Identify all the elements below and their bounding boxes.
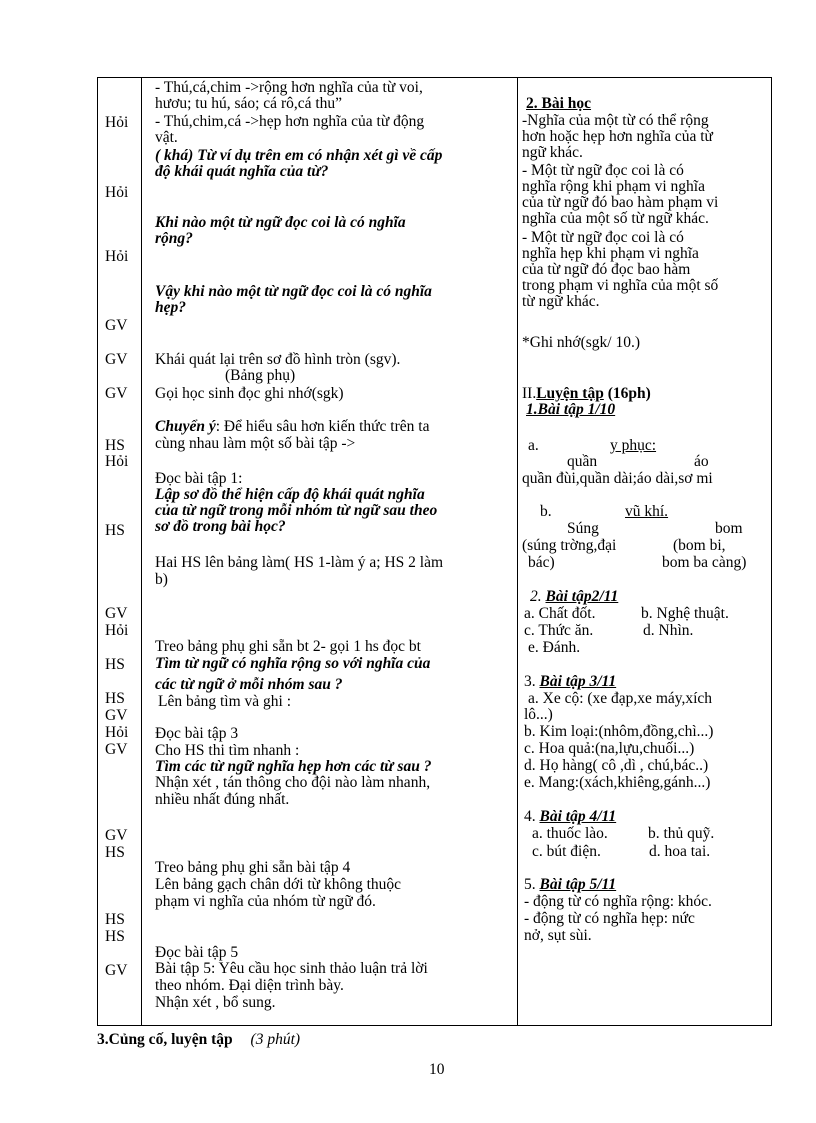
- lesson-table: [97, 77, 772, 1026]
- page-number: 10: [429, 1061, 445, 1078]
- exercise-heading: 2. Bài tập2/11: [530, 588, 619, 605]
- text-line: Đọc bài tập 3: [155, 725, 239, 742]
- item-label: a.: [528, 437, 539, 454]
- role-label: HS: [105, 522, 125, 539]
- answer: d. Họ hàng( cô ,dì , chú,bác..): [524, 757, 709, 774]
- role-label: Hỏi: [105, 724, 129, 741]
- footer-title: 3.Củng cố, luyện tập: [97, 1031, 233, 1048]
- text-line: Gọi học sinh đọc ghi nhớ(sgk): [155, 385, 344, 402]
- answer: c. Thức ăn.: [524, 622, 594, 639]
- section-heading: II.Luyện tập (16ph): [522, 385, 651, 402]
- exercise-heading: 4. Bài tập 4/11: [524, 808, 617, 825]
- role-label: HS: [105, 844, 125, 861]
- text-line: nghĩa rộng khi phạm vi nghĩa: [522, 178, 705, 195]
- text-line: Đọc bài tập 5: [155, 944, 239, 961]
- diagram-node: Súng: [567, 520, 599, 537]
- text-line: phạm vi nghĩa của nhóm từ ngữ đó.: [155, 893, 376, 910]
- question: sơ đồ trong bài học?: [155, 518, 286, 535]
- text-line: Khái quát lại trên sơ đồ hình tròn (sgv).: [155, 351, 401, 368]
- question: của từ ngữ trong mỗi nhóm từ ngữ sau theo: [155, 502, 438, 519]
- role-label: Hỏi: [105, 453, 129, 470]
- role-label: Hỏi: [105, 184, 129, 201]
- answer: nở, sụt sùi.: [524, 927, 592, 944]
- role-label: Hỏi: [105, 622, 129, 639]
- answer: - động từ có nghĩa rộng: khóc.: [524, 893, 712, 910]
- answer: b. Nghệ thuật.: [641, 605, 729, 622]
- role-label: GV: [105, 351, 128, 368]
- exercise-heading: 5. Bài tập 5/11: [524, 876, 617, 893]
- question: Lập sơ đồ thể hiện cấp độ khái quát nghĩa: [155, 486, 425, 503]
- text-line: nghĩa hẹp khi phạm vi nghĩa: [522, 245, 699, 262]
- text-line: ngữ khác.: [522, 144, 583, 161]
- text-line: Treo bảng phụ ghi sẵn bt 2- gọi 1 hs đọc bt: [155, 638, 421, 655]
- section-footer: [97, 1031, 300, 1049]
- text-line: hươu; tu hú, sáo; cá rô,cá thu”: [155, 95, 343, 112]
- answer: e. Mang:(xách,khiêng,gánh...): [524, 774, 711, 791]
- footer-time: (3 phút): [250, 1031, 301, 1048]
- text-line: nghĩa của một số từ ngữ khác.: [522, 210, 709, 227]
- diagram-leaf: bác): [528, 554, 555, 571]
- transition-label: Chuyển ý: [155, 418, 216, 435]
- role-label: GV: [105, 962, 128, 979]
- exercise-heading: 3. Bài tập 3/11: [524, 673, 617, 690]
- diagram-node: bom: [715, 520, 743, 537]
- text-line: cùng nhau làm một số bài tập ->: [155, 435, 356, 452]
- diagram-root: y phục:: [610, 437, 657, 454]
- role-label: GV: [105, 707, 128, 724]
- text-line: Nhận xét , bổ sung.: [155, 994, 276, 1011]
- question: rộng?: [155, 230, 193, 247]
- role-label: HS: [105, 656, 125, 673]
- item-label: b.: [540, 503, 552, 520]
- text-line: b): [155, 571, 168, 588]
- text-line: Treo bảng phụ ghi sẵn bài tập 4: [155, 859, 351, 876]
- diagram-leaf: bom ba càng): [662, 554, 747, 571]
- text-line: Cho HS thi tìm nhanh :: [155, 742, 300, 759]
- role-label: HS: [105, 690, 125, 707]
- text-line: theo nhóm. Đại diện trình bày.: [155, 977, 344, 994]
- answer: - động từ có nghĩa hẹp: nức: [524, 910, 695, 927]
- question: Vậy khi nào một từ ngữ đọc coi là có nghĩa: [155, 283, 432, 300]
- text-line: trong phạm vi nghĩa của một số: [522, 277, 719, 294]
- text-line: - Thú,cá,chim ->rộng hơn nghĩa của từ voi,: [155, 79, 423, 96]
- text-line: từ ngữ khác.: [522, 293, 600, 310]
- answer: a. Chất đốt.: [524, 605, 596, 622]
- question: Tìm từ ngữ có nghĩa rộng so với nghĩa của: [155, 655, 431, 672]
- question: ( khá) Từ ví dụ trên em có nhận xét gì về cấp: [155, 147, 443, 164]
- answer: b. thủ quỹ.: [648, 825, 715, 842]
- answer: a. thuốc lào.: [532, 825, 608, 842]
- diagram-node: áo: [694, 453, 709, 470]
- diagram-node: quần: [567, 453, 598, 470]
- answer: d. hoa tai.: [649, 843, 711, 860]
- role-label: GV: [105, 317, 128, 334]
- transition-line: [155, 419, 508, 435]
- text-line: - Một từ ngữ đọc coi là có: [522, 229, 684, 246]
- section-heading: 2. Bài học: [526, 95, 592, 112]
- role-label: GV: [105, 827, 128, 844]
- diagram-leaf: (súng trờng,đại: [522, 537, 617, 554]
- text-line: nhiều nhất đúng nhất.: [155, 791, 290, 808]
- exercise-heading: 1.Bài tập 1/10: [526, 401, 616, 418]
- answer: d. Nhìn.: [643, 622, 694, 639]
- column-divider-1: [141, 78, 142, 1025]
- text-line: của từ ngữ đó bao hàm phạm vi: [522, 194, 719, 211]
- diagram-leaf: quần đùi,quần dài;áo dài,sơ mi: [522, 470, 713, 487]
- question: độ khái quát nghĩa của từ?: [155, 163, 329, 180]
- text-line: -Nghĩa của một từ có thể rộng: [522, 112, 709, 129]
- question: Khi nào một từ ngữ đọc coi là có nghĩa: [155, 214, 406, 231]
- text-line: vật.: [155, 129, 178, 146]
- text-line: hơn hoặc hẹp hơn nghĩa của từ: [522, 128, 713, 145]
- answer: b. Kim loại:(nhôm,đồng,chì...): [524, 723, 714, 740]
- answer: lô...): [524, 706, 553, 723]
- text-line: Bài tập 5: Yêu cầu học sinh thảo luận trả lời: [155, 960, 428, 977]
- diagram-leaf: (bom bi,: [673, 537, 726, 554]
- answer: c. Hoa quả:(na,lựu,chuối...): [524, 740, 695, 757]
- text-line: - Một từ ngữ đọc coi là có: [522, 162, 684, 179]
- role-label: GV: [105, 385, 128, 402]
- diagram-root: vũ khí.: [625, 503, 669, 520]
- role-label: HS: [105, 928, 125, 945]
- role-label: GV: [105, 741, 128, 758]
- text-line: Hai HS lên bảng làm( HS 1-làm ý a; HS 2 làm: [155, 554, 443, 571]
- text-line: Đọc bài tập 1:: [155, 470, 243, 487]
- role-label: Hỏi: [105, 114, 129, 131]
- text-line: của từ ngữ đó đọc bao hàm: [522, 261, 691, 278]
- answer: e. Đánh.: [528, 639, 581, 656]
- role-label: Hỏi: [105, 248, 129, 265]
- text-line: - Thú,chim,cá ->hẹp hơn nghĩa của từ động: [155, 113, 425, 130]
- question: hẹp?: [155, 299, 186, 316]
- role-label: GV: [105, 605, 128, 622]
- transition-text: : Để hiểu sâu hơn kiến thức trên ta: [215, 418, 430, 435]
- role-label: HS: [105, 437, 125, 454]
- answer: c. bút điện.: [532, 843, 601, 860]
- text-line: (Bảng phụ): [225, 367, 296, 384]
- text-line: Nhận xét , tán thông cho đội nào làm nhanh,: [155, 774, 431, 791]
- role-label: HS: [105, 911, 125, 928]
- question: các từ ngữ ở mỗi nhóm sau ?: [155, 676, 343, 693]
- text-line: Lên bảng gạch chân dới từ không thuộc: [155, 876, 402, 893]
- column-divider-2: [517, 78, 518, 1025]
- question: Tìm các từ ngữ nghĩa hẹp hơn các từ sau ?: [155, 758, 432, 775]
- text-line: Lên bảng tìm và ghi :: [158, 693, 292, 710]
- text-line: *Ghi nhớ(sgk/ 10.): [522, 334, 640, 351]
- answer: a. Xe cộ: (xe đạp,xe máy,xích: [528, 690, 713, 707]
